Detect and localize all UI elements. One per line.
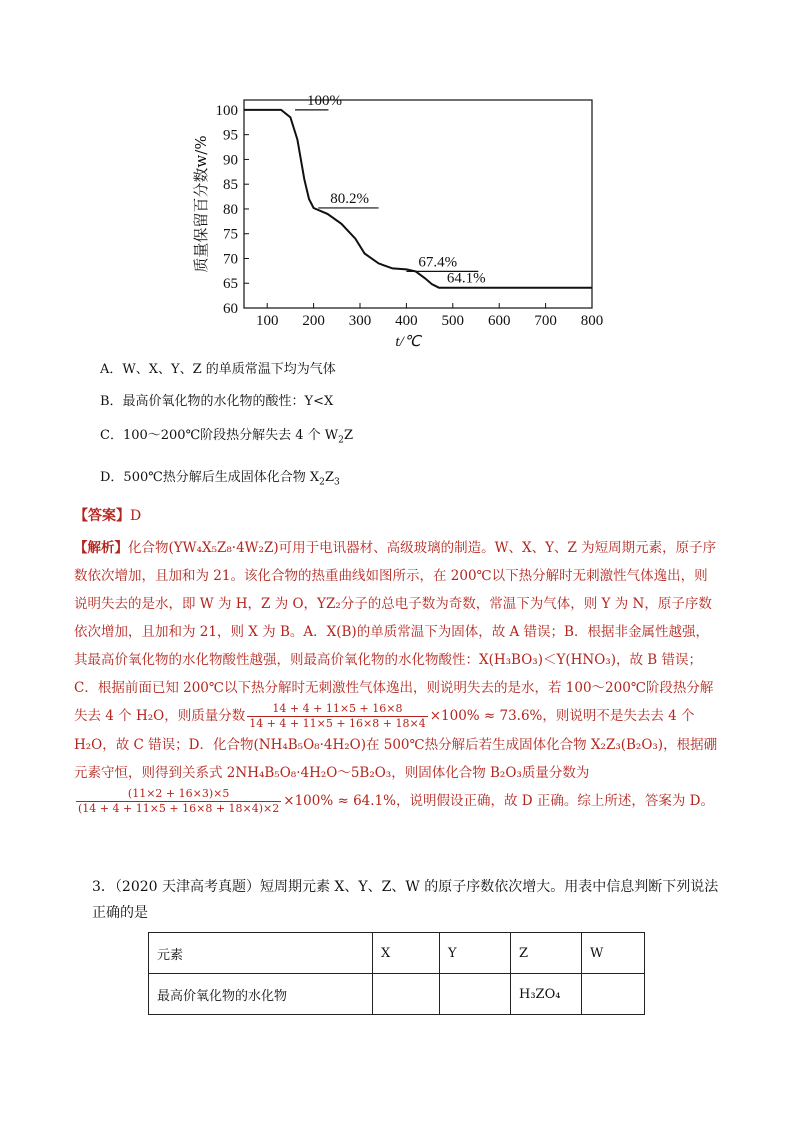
table-row-label: 最高价氧化物的水化物 (149, 974, 373, 1015)
x-axis-label: t/℃ (395, 334, 421, 350)
fraction-2-num: (11×2 + 16×3)×5 (76, 787, 281, 802)
annotation-label: 80.2% (330, 190, 369, 207)
table-row (149, 974, 645, 1015)
option-d (100, 466, 340, 488)
x-tick-label: 700 (534, 313, 557, 329)
option-d-sub2: 3 (334, 477, 340, 488)
table-row (149, 933, 645, 974)
table-cell (440, 974, 511, 1015)
table-cell (582, 974, 645, 1015)
plot-frame (244, 100, 592, 308)
option-d-sub1: 2 (319, 477, 325, 488)
x-tick-label: 400 (395, 313, 418, 329)
option-c (100, 424, 353, 446)
y-tick-label: 75 (223, 226, 238, 243)
thermogravimetric-chart (182, 88, 612, 353)
table-header-cell: W (582, 933, 645, 974)
table-header-cell: Y (440, 933, 511, 974)
annotation-label: 67.4% (418, 254, 458, 271)
annotation-label: 100% (307, 92, 343, 109)
fraction-1-num: 14 + 4 + 11×5 + 16×8 (247, 702, 427, 717)
option-c-post: Z (343, 428, 353, 443)
fraction-1-den: 14 + 4 + 11×5 + 16×8 + 18×4 (249, 717, 426, 730)
fraction-2-den: (14 + 4 + 11×5 + 16×8 + 18×4)×2 (78, 802, 280, 815)
analysis-block (74, 534, 719, 816)
y-tick-label: 85 (223, 177, 238, 194)
x-tick-label: 800 (580, 313, 604, 329)
y-tick-label: 70 (223, 251, 238, 268)
answer-value: D (130, 508, 142, 524)
question-3: 3．（2020 天津高考真题）短周期元素 X、Y、Z、W 的原子序数依次增大。用表中信息判断下列说法正确的是 (92, 879, 719, 921)
x-tick-label: 600 (487, 313, 511, 329)
analysis-p2: ×100% ≈ 73.6%，则说明不是失去去 4 个 H₂O，故 C 错误；D．化合物(NH₄B₅O₈·4H₂O)在 500℃热分解后若生成固体化合物 X₂Z₃(B₂O₃)，根据硼元素守恒，则得到关系式 2NH₄B₅O₈·4H₂O～5B₂O₃，则固体化合物 B₂O₃质量分数为 (74, 708, 718, 781)
option-c-sub: 2 (338, 435, 344, 446)
x-tick-label: 500 (441, 313, 465, 329)
y-tick-label: 60 (223, 301, 238, 317)
y-tick-label: 90 (223, 152, 238, 169)
option-d-text: D．500℃热分解后生成固体化合物 X (100, 470, 320, 485)
x-tick-label: 100 (255, 313, 279, 329)
annotation-label: 64.1% (446, 270, 486, 287)
element-table (148, 932, 645, 1015)
table-header-cell: X (373, 933, 440, 974)
analysis-p3: ×100% ≈ 64.1%，说明假设正确，故 D 正确。综上所述，答案为 D。 (283, 793, 714, 809)
y-tick-label: 95 (223, 127, 238, 144)
analysis-tag: 【解析】 (74, 540, 128, 556)
x-tick-label: 300 (348, 313, 372, 329)
fraction-2 (76, 787, 281, 816)
answer-line (74, 505, 141, 525)
y-tick-label: 65 (223, 276, 238, 293)
table-cell: H₃ZO₄ (511, 974, 582, 1015)
answer-tag: 【答案】 (74, 508, 130, 524)
y-tick-label: 100 (215, 102, 238, 119)
table-cell (373, 974, 440, 1015)
option-c-text: C．100～200℃阶段热分解失去 4 个 W (100, 428, 339, 443)
option-b: B．最高价氧化物的水化物的酸性：Y<X (100, 394, 334, 409)
table-header-cell: 元素 (149, 933, 373, 974)
y-axis-label: 质量保留百分数w/% (192, 135, 210, 273)
option-d-mid: Z (324, 470, 335, 485)
x-tick-label: 200 (302, 313, 325, 329)
fraction-1 (247, 702, 427, 731)
analysis-p1: 化合物(YW₄X₅Z₈·4W₂Z)可用于电讯器材、高级玻璃的制造。W、X、Y、Z 为短周期元素，原子序数依次增加，且加和为 21。该化合物的热重曲线如图所示，在 200℃以下热分解时无刺激性气体逸出，则说明失去的是水，即 W 为 H，Z 为 O，YZ₂分子的总电子数为奇数，常温下为气体，则 Y 为 N，原子序数依次增加，且加和为 21，则 X 为 B。A．X(B)的单质常温下为固体，故 A 错误；B．根据非金属性越强，其最高价氧化物的水化物酸性越强，则最高价氧化物的水化物酸性：X(H₃BO₃)＜Y(HNO₃)，故 B 错误；C．根据前面已知 200℃以下热分解时无刺激性气体逸出，则说明失去的是水，若 100～200℃阶段热分解失去 4 个 H₂O，则质量分数 (74, 540, 717, 724)
option-a: A．W、X、Y、Z 的单质常温下均为气体 (100, 362, 336, 377)
table-header-cell: Z (511, 933, 582, 974)
y-tick-label: 80 (223, 201, 238, 218)
